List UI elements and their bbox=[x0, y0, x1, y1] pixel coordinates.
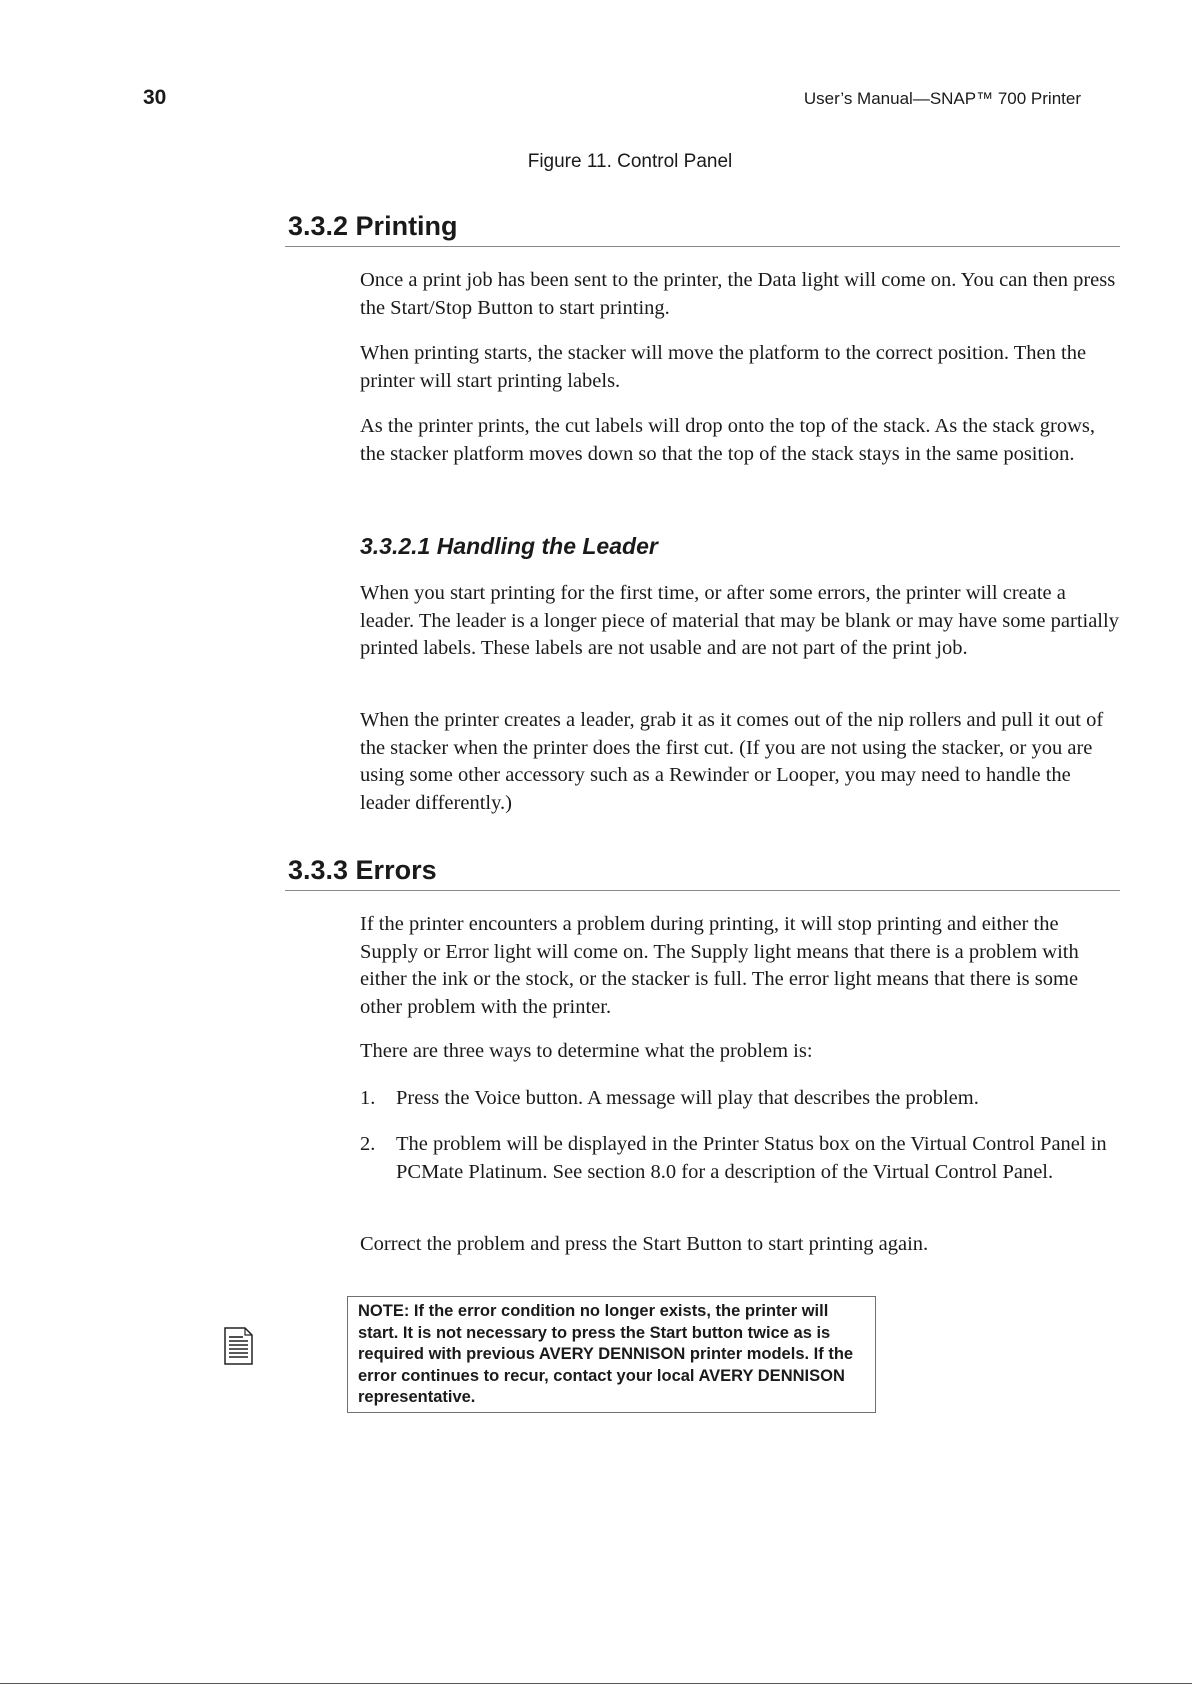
paragraph: If the printer encounters a problem during printing, it will stop printing and either the Supply or Error light will come on. The Supply light means that there is a problem with either the ink or the stock, or the stacker is full. The error light means that there is some other problem with the printer. bbox=[360, 913, 1079, 1018]
figure-caption: Figure 11. Control Panel bbox=[527, 151, 733, 172]
note-document-icon bbox=[224, 1327, 253, 1365]
list-text: The problem will be displayed in the Printer Status box on the Virtual Control Panel in PCMate Platinum. See section 8.0 for a description of the Virtual Control Panel. bbox=[396, 1133, 1107, 1183]
paragraph: Once a print job has been sent to the printer, the Data light will come on. You can then press the Start/Stop Button to start printing. bbox=[360, 269, 1116, 319]
subsection-heading-handling-leader: 3.3.2.1 Handling the Leader bbox=[360, 533, 658, 559]
paragraph: When printing starts, the stacker will move the platform to the correct position. Then the printer will start printing labels. bbox=[360, 342, 1087, 392]
section-heading-errors: 3.3.3 Errors bbox=[285, 855, 1120, 891]
paragraph: When the printer creates a leader, grab it as it comes out of the nip rollers and pull it out of the stacker when the printer does the first cut. (If you are not using the stacker, or you are using some other accessory such as a Rewinder or Looper, you may need to handle the leader differently.) bbox=[360, 709, 1104, 814]
page-number: 30 bbox=[143, 86, 167, 109]
paragraph: Correct the problem and press the Start Button to start printing again. bbox=[360, 1233, 929, 1255]
section-heading-printing: 3.3.2 Printing bbox=[285, 211, 1120, 247]
paragraph: As the printer prints, the cut labels will drop onto the top of the stack. As the stack grows, the stacker platform moves down so that the top of the stack stays in the same position. bbox=[360, 415, 1096, 465]
list-item bbox=[360, 1131, 1120, 1186]
page-bottom-rule bbox=[0, 1683, 1192, 1684]
note-box: NOTE: If the error condition no longer exists, the printer will start. It is not necessary to press the Start button twice as is required with previous AVERY DENNISON printer models. If the error continues to recur, contact your local AVERY DENNISON representative. bbox=[347, 1296, 876, 1413]
list-text: Press the Voice button. A message will play that describes the problem. bbox=[396, 1087, 979, 1109]
list-number: 2. bbox=[360, 1133, 376, 1155]
paragraph: When you start printing for the first time, or after some errors, the printer will create a leader. The leader is a longer piece of material that may be blank or may have some partially printed labels. These labels are not usable and are not part of the print job. bbox=[360, 582, 1119, 659]
list-item bbox=[360, 1085, 1120, 1113]
running-header: User’s Manual—SNAP™ 700 Printer bbox=[803, 89, 1081, 108]
paragraph: There are three ways to determine what the problem is: bbox=[360, 1040, 813, 1062]
list-number: 1. bbox=[360, 1087, 376, 1109]
